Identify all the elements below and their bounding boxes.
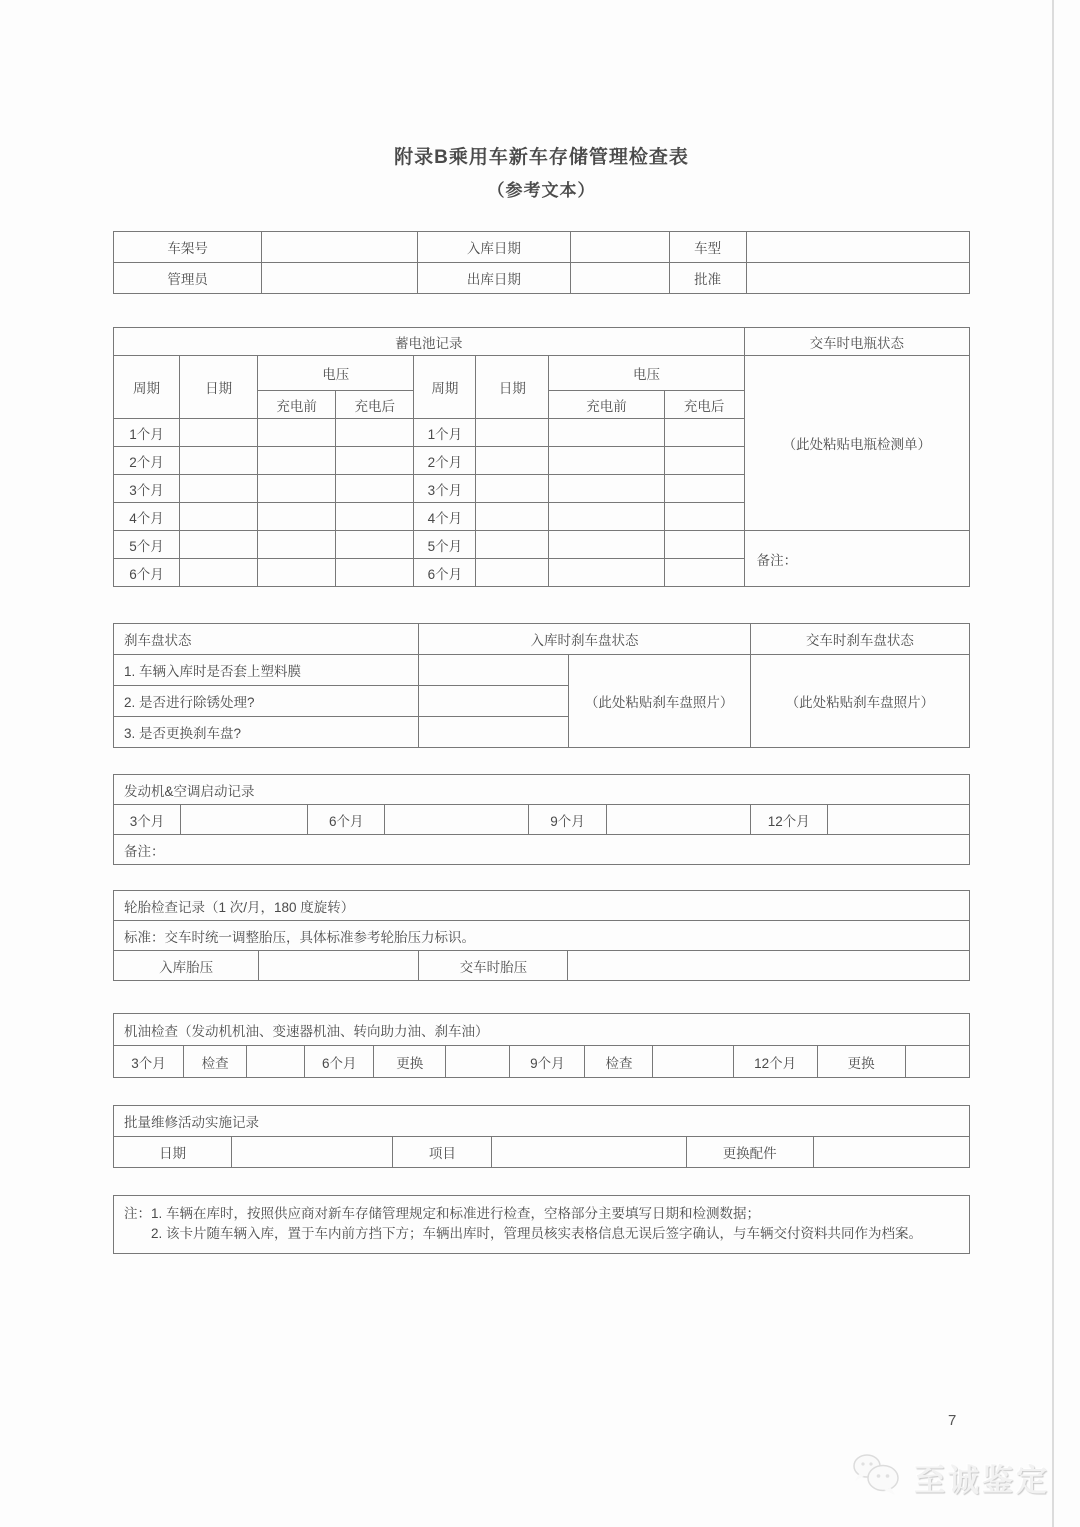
empty-cell (549, 531, 664, 559)
empty-cell (262, 263, 418, 294)
brake-question: 1. 车辆入库时是否套上塑料膜 (114, 655, 419, 686)
empty-cell (606, 805, 750, 835)
table-row (114, 1137, 970, 1168)
table-row (114, 1106, 970, 1137)
empty-cell (476, 447, 549, 475)
oil-period-label: 9个月 (510, 1046, 585, 1078)
batch-date-label: 日期 (114, 1137, 232, 1168)
table-row (114, 835, 970, 865)
empty-cell (419, 717, 568, 748)
table-row (114, 805, 970, 835)
empty-cell (419, 686, 568, 717)
empty-cell (549, 447, 664, 475)
engine-period-label: 12个月 (750, 805, 827, 835)
empty-cell (905, 1046, 969, 1078)
empty-cell (336, 531, 414, 559)
tire-check-table (113, 890, 970, 981)
engine-period-label: 6个月 (308, 805, 385, 835)
empty-cell (259, 951, 419, 981)
table-row (114, 1014, 970, 1046)
tire-inbound-pressure-label: 入库胎压 (114, 951, 259, 981)
empty-cell (664, 419, 744, 447)
period-cell: 1个月 (414, 419, 476, 447)
period-cell: 4个月 (114, 503, 180, 531)
note-line: 注：1. 车辆在库时，按照供应商对新车存储管理规定和标准进行检查，空格部分主要填写日期和检测数据； (124, 1206, 761, 1221)
document-content (113, 0, 970, 1254)
empty-cell (492, 1137, 686, 1168)
empty-cell (549, 559, 664, 587)
brake-paste-note-delivery: （此处粘贴刹车盘照片） (750, 655, 969, 748)
empty-cell (476, 419, 549, 447)
brake-disc-table (113, 623, 970, 748)
empty-cell (258, 447, 336, 475)
empty-cell (180, 475, 258, 503)
empty-cell (476, 559, 549, 587)
date-header: 日期 (476, 356, 549, 419)
tire-delivery-pressure-label: 交车时胎压 (419, 951, 568, 981)
watermark-logo (850, 1452, 1050, 1503)
empty-cell (664, 447, 744, 475)
after-charge-header: 充电后 (336, 391, 414, 419)
empty-cell (664, 503, 744, 531)
battery-remark-label: 备注： (744, 531, 969, 587)
empty-cell (664, 559, 744, 587)
empty-cell (549, 503, 664, 531)
scan-edge-line (1052, 0, 1054, 1527)
table-row (114, 921, 970, 951)
battery-paste-note: （此处粘贴电瓶检测单） (744, 356, 969, 531)
empty-cell (549, 475, 664, 503)
empty-cell (232, 1137, 393, 1168)
oil-title: 机油检查（发动机机油、变速器机油、转向助力油、刹车油） (114, 1014, 970, 1046)
period-header: 周期 (114, 356, 180, 419)
note-line: 2. 该卡片随车辆入库，置于车内前方挡下方；车辆出库时，管理员核实表格信息无误后签字确认，与车辆交付资料共同作为档案。 (151, 1226, 923, 1241)
period-cell: 3个月 (114, 475, 180, 503)
page-number: 7 (948, 1412, 957, 1429)
before-charge-header: 充电前 (258, 391, 336, 419)
empty-cell (258, 559, 336, 587)
batch-repair-table (113, 1105, 970, 1168)
empty-cell (476, 531, 549, 559)
period-cell: 2个月 (414, 447, 476, 475)
empty-cell (336, 475, 414, 503)
engine-remark-label: 备注： (114, 835, 970, 865)
table-row (114, 1046, 970, 1078)
engine-title: 发动机&空调启动记录 (114, 775, 970, 805)
empty-cell (181, 805, 308, 835)
period-cell: 6个月 (414, 559, 476, 587)
oil-action-label: 检查 (585, 1046, 653, 1078)
empty-cell (476, 503, 549, 531)
table-row (114, 655, 970, 686)
oil-action-label: 更换 (817, 1046, 905, 1078)
period-cell: 2个月 (114, 447, 180, 475)
empty-cell (664, 475, 744, 503)
empty-cell (653, 1046, 733, 1078)
oil-action-label: 检查 (184, 1046, 247, 1078)
empty-cell (419, 655, 568, 686)
period-cell: 4个月 (414, 503, 476, 531)
after-charge-header: 充电后 (664, 391, 744, 419)
tire-standard-text: 标准：交车时统一调整胎压，具体标准参考轮胎压力标识。 (114, 921, 970, 951)
brake-question: 2. 是否进行除锈处理? (114, 686, 419, 717)
table-row (114, 624, 970, 655)
brake-paste-note-inbound: （此处粘贴刹车盘照片） (568, 655, 750, 748)
brake-question: 3. 是否更换刹车盘? (114, 717, 419, 748)
engine-period-label: 3个月 (114, 805, 181, 835)
table-row (114, 531, 970, 559)
empty-cell (813, 1137, 969, 1168)
empty-cell (258, 475, 336, 503)
notes-box (113, 1195, 970, 1254)
empty-cell (827, 805, 969, 835)
empty-cell (247, 1046, 305, 1078)
vin-label: 车架号 (114, 232, 262, 263)
tire-title: 轮胎检查记录（1 次/月，180 度旋转） (114, 891, 970, 921)
brake-delivery-header: 交车时刹车盘状态 (750, 624, 969, 655)
page-subtitle: （参考文本） (487, 181, 596, 200)
table-row (114, 232, 970, 263)
table-row (114, 328, 970, 356)
table-row (114, 775, 970, 805)
empty-cell (180, 559, 258, 587)
empty-cell (570, 263, 669, 294)
brake-inbound-header: 入库时刹车盘状态 (419, 624, 750, 655)
period-cell: 6个月 (114, 559, 180, 587)
empty-cell (336, 447, 414, 475)
watermark-text: 至诚鉴定 (914, 1463, 1050, 1498)
period-cell: 5个月 (114, 531, 180, 559)
engine-period-label: 9个月 (529, 805, 606, 835)
empty-cell (746, 263, 969, 294)
table-row (114, 356, 970, 391)
period-cell: 5个月 (414, 531, 476, 559)
empty-cell (385, 805, 529, 835)
batch-parts-label: 更换配件 (686, 1137, 813, 1168)
empty-cell (446, 1046, 510, 1078)
model-label: 车型 (669, 232, 746, 263)
date-header: 日期 (180, 356, 258, 419)
battery-delivery-header: 交车时电瓶状态 (744, 328, 969, 356)
oil-period-label: 3个月 (114, 1046, 184, 1078)
empty-cell (180, 531, 258, 559)
period-cell: 1个月 (114, 419, 180, 447)
manager-label: 管理员 (114, 263, 262, 294)
voltage-header: 电压 (549, 356, 744, 391)
empty-cell (570, 232, 669, 263)
table-row (114, 263, 970, 294)
empty-cell (180, 447, 258, 475)
empty-cell (258, 503, 336, 531)
empty-cell (180, 503, 258, 531)
chat-bubbles-icon (850, 1452, 906, 1503)
approval-label: 批准 (669, 263, 746, 294)
outbound-date-label: 出库日期 (418, 263, 570, 294)
brake-status-header: 刹车盘状态 (114, 624, 419, 655)
table-row (114, 951, 970, 981)
voltage-header: 电压 (258, 356, 414, 391)
empty-cell (664, 531, 744, 559)
empty-cell (336, 559, 414, 587)
period-cell: 3个月 (414, 475, 476, 503)
page-title: 附录B乘用车新车存储管理检查表 (394, 147, 689, 168)
empty-cell (336, 419, 414, 447)
before-charge-header: 充电前 (549, 391, 664, 419)
empty-cell (568, 951, 970, 981)
empty-cell (258, 531, 336, 559)
battery-record-table (113, 327, 970, 587)
engine-ac-record-table (113, 774, 970, 865)
empty-cell (262, 232, 418, 263)
empty-cell (746, 232, 969, 263)
oil-period-label: 12个月 (733, 1046, 817, 1078)
batch-title: 批量维修活动实施记录 (114, 1106, 970, 1137)
table-row (114, 891, 970, 921)
period-header: 周期 (414, 356, 476, 419)
empty-cell (336, 503, 414, 531)
empty-cell (180, 419, 258, 447)
oil-check-table (113, 1013, 970, 1078)
oil-period-label: 6个月 (305, 1046, 374, 1078)
empty-cell (258, 419, 336, 447)
inbound-date-label: 入库日期 (418, 232, 570, 263)
battery-title: 蓄电池记录 (114, 328, 745, 356)
vehicle-info-table (113, 231, 970, 294)
empty-cell (476, 475, 549, 503)
oil-action-label: 更换 (374, 1046, 446, 1078)
batch-item-label: 项目 (393, 1137, 492, 1168)
empty-cell (549, 419, 664, 447)
